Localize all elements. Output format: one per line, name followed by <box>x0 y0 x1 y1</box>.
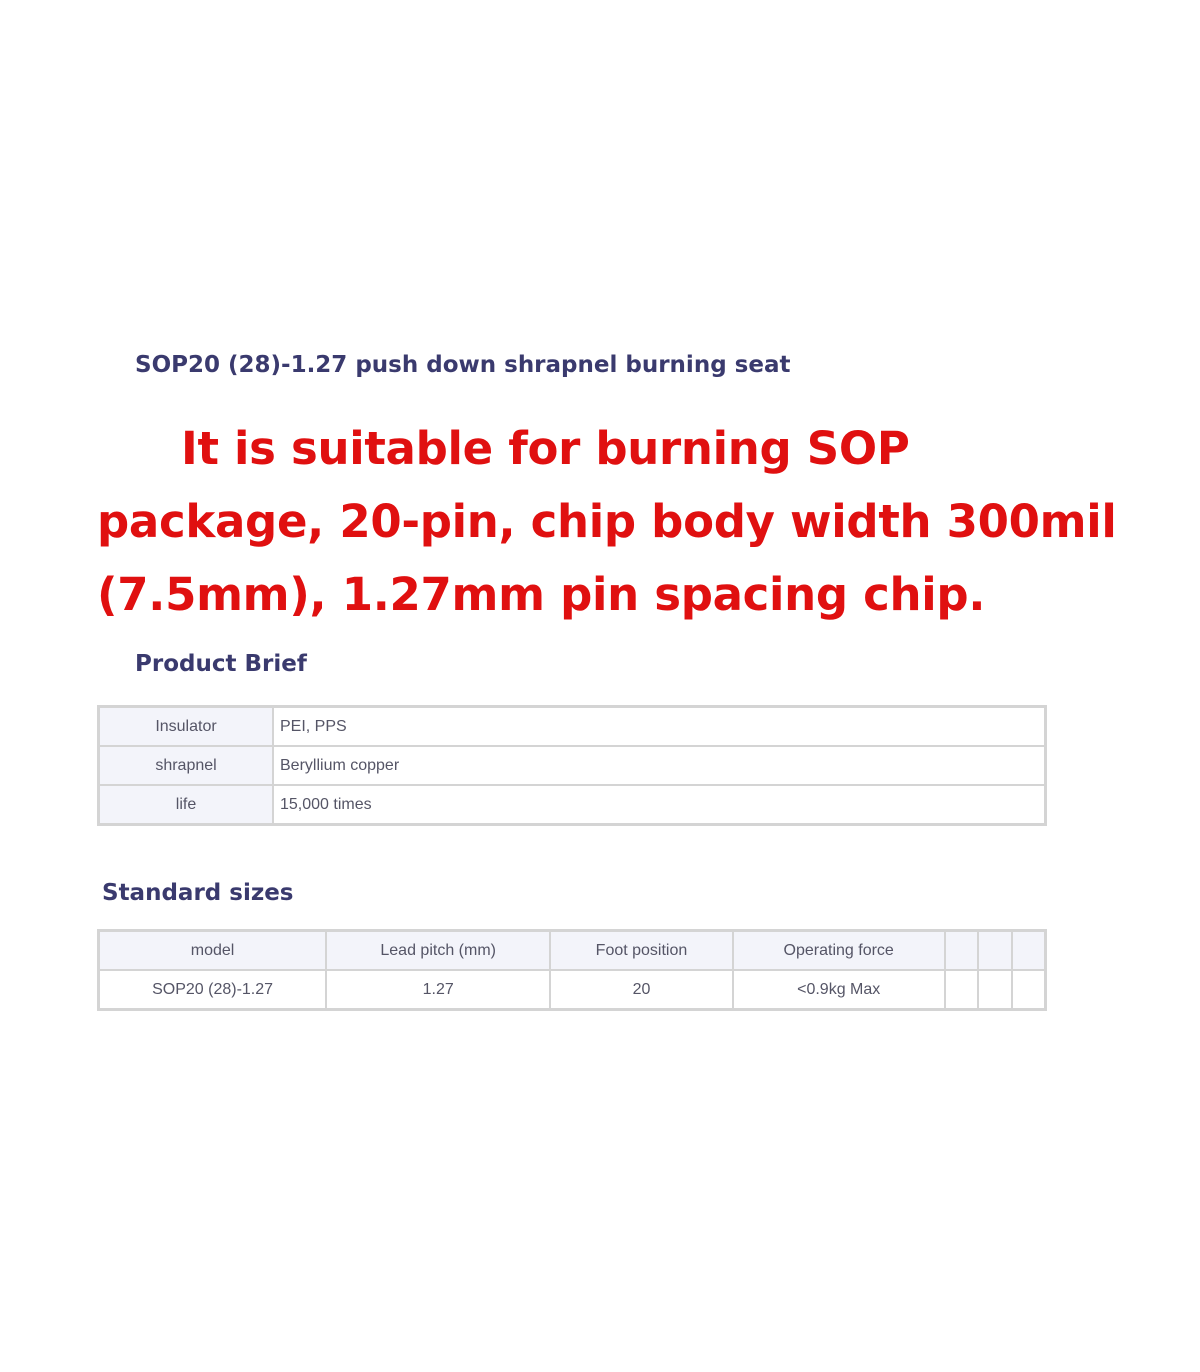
intro-rest: package, 20-pin, chip body width 300mil (7.5mm), 1.27mm pin spacing chip. <box>97 495 1117 621</box>
column-header-operating-force: Operating force <box>734 932 944 969</box>
cell-empty <box>979 971 1010 1008</box>
product-brief-heading: Product Brief <box>135 651 307 677</box>
column-header-empty <box>946 932 977 969</box>
column-header-model: model <box>100 932 325 969</box>
brief-value-cell: PEI, PPS <box>274 708 1044 745</box>
brief-label-cell: life <box>100 786 272 823</box>
table-header-row <box>100 932 1044 969</box>
cell-empty <box>946 971 977 1008</box>
product-title: SOP20 (28)-1.27 push down shrapnel burning seat <box>135 352 791 378</box>
column-header-empty <box>979 932 1010 969</box>
table-row <box>100 708 1044 745</box>
standard-sizes-table <box>97 929 1047 1011</box>
table-row <box>100 747 1044 784</box>
column-header-foot-position: Foot position <box>551 932 732 969</box>
column-header-lead-pitch: Lead pitch (mm) <box>327 932 549 969</box>
brief-label-cell: Insulator <box>100 708 272 745</box>
cell-empty <box>1013 971 1044 1008</box>
table-row <box>100 971 1044 1008</box>
intro-line-1: It is suitable for burning SOP <box>181 422 910 475</box>
column-header-empty <box>1013 932 1044 969</box>
product-description <box>97 412 1147 631</box>
standard-sizes-heading: Standard sizes <box>102 880 294 906</box>
brief-value-cell: Beryllium copper <box>274 747 1044 784</box>
cell-operating-force: <0.9kg Max <box>734 971 944 1008</box>
cell-model: SOP20 (28)-1.27 <box>100 971 325 1008</box>
table-row <box>100 786 1044 823</box>
brief-label-cell: shrapnel <box>100 747 272 784</box>
cell-lead-pitch: 1.27 <box>327 971 549 1008</box>
cell-foot-position: 20 <box>551 971 732 1008</box>
brief-value-cell: 15,000 times <box>274 786 1044 823</box>
product-brief-table <box>97 705 1047 826</box>
